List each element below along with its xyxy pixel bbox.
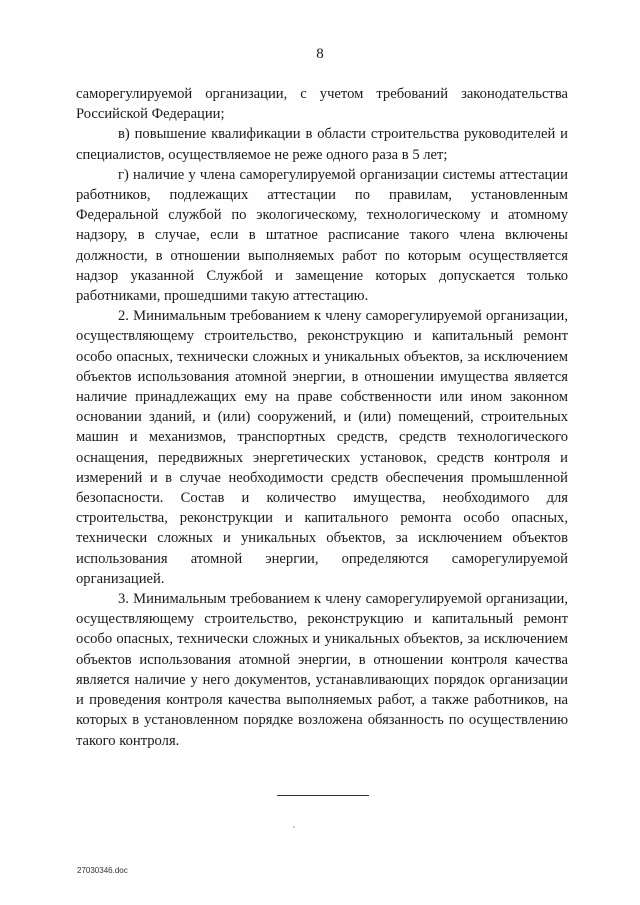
paragraph-item-v: в) повышение квалификации в области строительства руководителей и специалистов, осуществляемое не реже одного раза в 5 лет;	[76, 126, 568, 163]
paragraph-item-g: г) наличие у члена саморегулируемой организации системы аттестации работников, подлежащих аттестации по правилам, установленным Федеральной службой по экологическому, технологическому и атомному надзору, в случае, если в штатное расписание такого члена включены должности, в отношении выполняемых работ по которым осуществляется надзор указанной Службой и замещение которых допускается только работниками, прошедшими такую аттестацию.	[76, 166, 568, 305]
page-number: 8	[316, 46, 324, 62]
scan-speck	[293, 826, 295, 828]
footer-filename: 27030346.doc	[77, 866, 128, 875]
document-body	[76, 84, 568, 751]
paragraph-2: 2. Минимальным требованием к члену саморегулируемой организации, осуществляющему строительство, реконструкцию и капитальный ремонт особо опасных, технически сложных и уникальных объектов, за исключением объектов использования атомной энергии, в отношении имущества является наличие принадлежащих ему на праве собственности или ином законном основании зданий, и (или) сооружений, и (или) помещений, строительных машин и механизмов, транспортных средств, средств технологического оснащения, передвижных энергетических установок, средств контроля и измерений и в случае необходимости средств обеспечения промышленной безопасности. Состав и количество имущества, необходимого для строительства, реконструкции и капитального ремонта особо опасных, технически сложных и уникальных объектов, за исключением объектов использования атомной энергии, определяются саморегулируемой организацией.	[76, 308, 568, 587]
end-separator-line	[277, 795, 369, 796]
paragraph-3: 3. Минимальным требованием к члену саморегулируемой организации, осуществляющему строительство, реконструкцию и капитальный ремонт особо опасных, технически сложных и уникальных объектов, за исключением объектов использования атомной энергии, в отношении контроля качества является наличие у него документов, устанавливающих порядок организации и проведения контроля качества выполняемых работ, а также работников, на которых в установленном порядке возложена обязанность по осуществлению такого контроля.	[76, 591, 568, 749]
paragraph-continuation: саморегулируемой организации, с учетом требований законодательства Российской Федерации;	[76, 86, 568, 123]
